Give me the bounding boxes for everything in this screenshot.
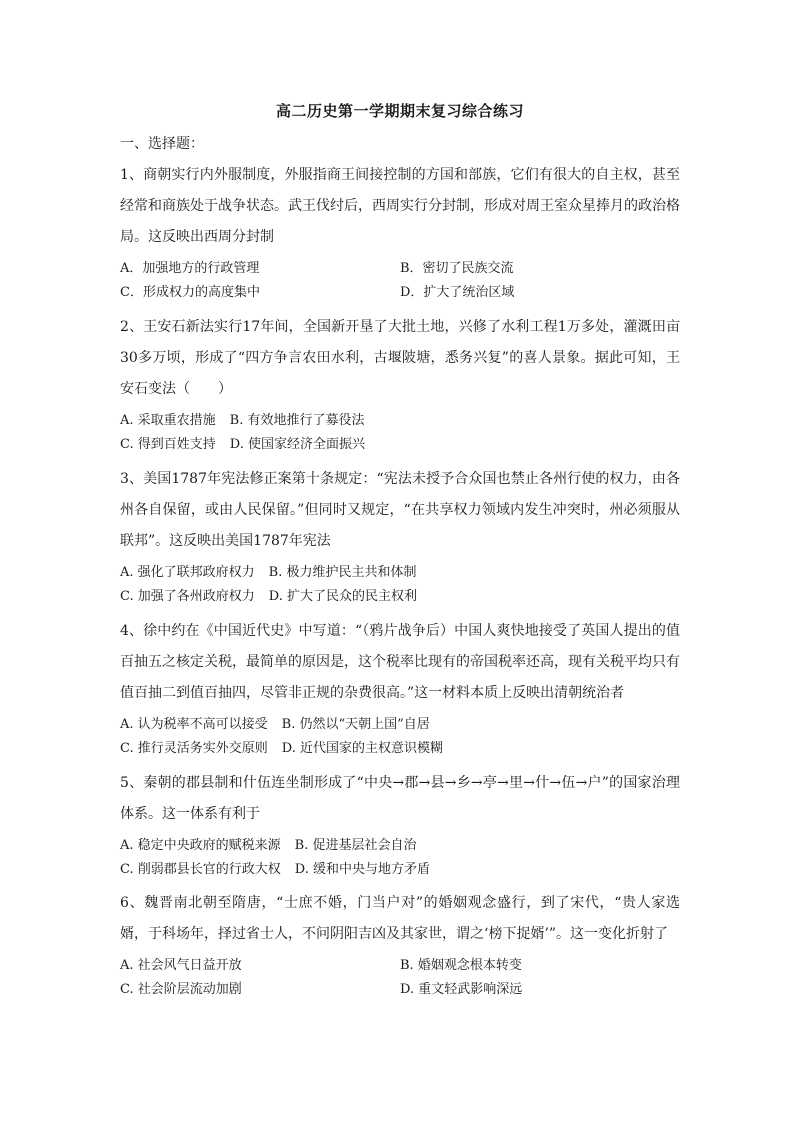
option-b: B. 极力维护民主共和体制 <box>268 565 417 580</box>
question-stem: 6、魏晋南北朝至隋唐，“士庶不婚，门当户对”的婚姻观念盛行，到了宋代，“贵人家选婿，于科场年，择过省士人，不问阴阳吉凶及其家世，谓之‘榜下捉婿’”。这一变化折射了 <box>120 895 680 942</box>
option-c: C. 加强了各州政府权力 <box>120 589 255 604</box>
option-d: D. 重文轻武影响深远 <box>400 982 523 997</box>
question-3 <box>120 464 680 609</box>
options <box>120 954 680 1002</box>
option-b: B. 婚姻观念根本转变 <box>400 958 522 973</box>
document-page <box>120 0 680 1123</box>
option-a: A. 采取重农措施 <box>120 413 216 428</box>
option-c: C. 得到百姓支持 <box>120 437 216 452</box>
question-stem: 3、美国1787年宪法修正案第十条规定：“宪法未授予合众国也禁止各州行使的权力，由各州各自保留，或由人民保留。”但同时又规定，“在共享权力领域内发生冲突时，州必须服从联邦”。这反映出美国1787年宪法 <box>120 471 680 549</box>
options <box>120 257 680 305</box>
option-c: C．形成权力的高度集中 <box>120 285 260 300</box>
question-stem: 2、王安石新法实行17年间，全国新开垦了大批土地，兴修了水利工程1万多处，灌溉田亩30多万顷，形成了“四方争言农田水利，古堰陂塘，悉务兴复”的喜人景象。据此可知，王安石变法（ ） <box>120 319 680 397</box>
question-stem: 1、商朝实行内外服制度，外服指商王间接控制的方国和部族，它们有很大的自主权，甚至经常和商族处于战争状态。武王伐纣后，西周实行分封制，形成对周王室众星捧月的政治格局。这反映出西周分封制 <box>120 167 680 245</box>
option-a: A. 强化了联邦政府权力 <box>120 565 255 580</box>
question-4 <box>120 616 680 761</box>
question-5 <box>120 768 680 882</box>
option-c: C. 削弱郡县长官的行政大权 <box>120 862 281 877</box>
question-stem: 5、秦朝的郡县制和什伍连坐制形成了“中央→郡→县→乡→亭→里→什→伍→户”的国家治理体系。这一体系有利于 <box>120 775 680 822</box>
option-c: C. 推行灵活务实外交原则 <box>120 741 268 756</box>
option-c: C. 社会阶层流动加剧 <box>120 982 242 997</box>
option-a: A. 稳定中央政府的赋税来源 <box>120 838 281 853</box>
question-1 <box>120 160 680 305</box>
options <box>120 561 680 609</box>
option-d: D. 缓和中央与地方矛盾 <box>294 862 430 877</box>
option-d: D. 扩大了民众的民主权利 <box>268 589 417 604</box>
option-b: B. 促进基层社会自治 <box>294 838 417 853</box>
options <box>120 409 680 457</box>
option-a: A. 社会风气日益开放 <box>120 958 242 973</box>
option-b: B. 仍然以“天朝上国”自居 <box>281 717 430 732</box>
document-title: 高二历史第一学期期末复习综合练习 <box>275 102 524 120</box>
option-a: A. 认为税率不高可以接受 <box>120 717 268 732</box>
option-d: D. 近代国家的主权意识模糊 <box>281 741 443 756</box>
question-stem: 4、徐中约在《中国近代史》中写道：“（鸦片战争后）中国人爽快地接受了英国人提出的值百抽五之核定关税，最简单的原因是，这个税率比现有的帝国税率还高，现有关税平均只有值百抽二到值百抽四，尽管非正规的杂费很高。”这一材料本质上反映出清朝统治者 <box>120 623 680 701</box>
option-d: D．扩大了统治区域 <box>400 285 515 300</box>
option-d: D. 使国家经济全面振兴 <box>229 437 365 452</box>
question-6 <box>120 888 680 1002</box>
options <box>120 834 680 882</box>
section-heading: 一、选择题： <box>120 136 204 152</box>
option-a: A．加强地方的行政管理 <box>120 261 260 276</box>
options <box>120 713 680 761</box>
option-b: B．密切了民族交流 <box>400 261 514 276</box>
question-2 <box>120 312 680 457</box>
option-b: B. 有效地推行了募役法 <box>229 413 365 428</box>
